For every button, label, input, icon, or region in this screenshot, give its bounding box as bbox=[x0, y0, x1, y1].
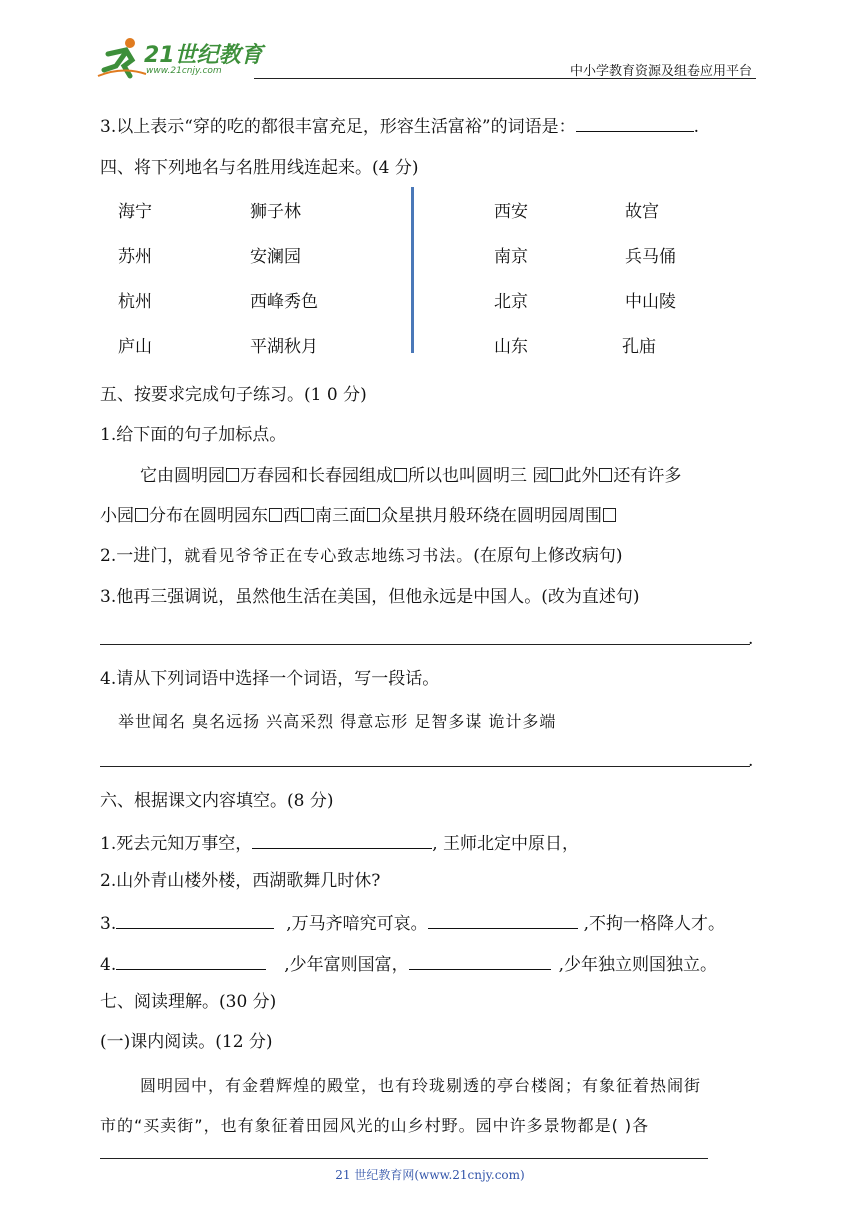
fill-blank[interactable] bbox=[428, 910, 578, 929]
punctuation-box[interactable] bbox=[394, 468, 407, 482]
runner-logo-icon bbox=[96, 36, 148, 80]
punctuation-box[interactable] bbox=[603, 508, 616, 522]
right-place[interactable]: 西安 bbox=[494, 202, 528, 222]
q1-prompt: 1.给下面的句子加标点。 bbox=[100, 425, 287, 445]
right-place[interactable]: 南京 bbox=[494, 247, 528, 267]
q1-sentence-line2: 小园 分布在圆明园东 西 南三面 众星拱月般环绕在圆明园周围 bbox=[100, 505, 617, 527]
q3-top: 3.以上表示“穿的吃的都很丰富充足，形容生活富裕”的词语是： . bbox=[100, 113, 699, 138]
q4: 4.请从下列词语中选择一个词语，写一段话。 bbox=[100, 669, 440, 689]
fill-blank[interactable] bbox=[409, 951, 551, 970]
left-sight[interactable]: 安澜园 bbox=[250, 247, 301, 267]
punctuation-box[interactable] bbox=[599, 468, 612, 482]
right-place[interactable]: 山东 bbox=[494, 337, 528, 357]
left-place[interactable]: 庐山 bbox=[118, 337, 152, 357]
section4-title: 四、将下列地名与名胜用线连起来。(4 分) bbox=[100, 158, 419, 178]
punctuation-box[interactable] bbox=[269, 508, 282, 522]
fill-blank[interactable] bbox=[252, 830, 432, 849]
left-sight[interactable]: 西峰秀色 bbox=[250, 292, 318, 312]
right-sight[interactable]: 故宫 bbox=[625, 202, 659, 222]
section6-title: 六、根据课文内容填空。(8 分) bbox=[100, 791, 334, 811]
answer-line[interactable] bbox=[100, 644, 750, 645]
right-place[interactable]: 北京 bbox=[494, 292, 528, 312]
matching-divider bbox=[411, 187, 414, 353]
fill-blank[interactable] bbox=[116, 951, 266, 970]
section7-title: 七、阅读理解。(30 分) bbox=[100, 992, 277, 1012]
right-sight[interactable]: 中山陵 bbox=[625, 292, 676, 312]
q2: 2.一进门，就看见爷爷正在专心致志地练习书法。(在原句上修改病句) bbox=[100, 546, 623, 566]
logo-text: 21世纪教育 bbox=[144, 43, 263, 68]
poem-line1: 1.死去元知万事空， , 王师北定中原日， bbox=[100, 830, 579, 855]
punctuation-box[interactable] bbox=[301, 508, 314, 522]
left-place[interactable]: 海宁 bbox=[118, 202, 152, 222]
poem-line2: 2.山外青山楼外楼，西湖歌舞几时休? bbox=[100, 871, 381, 891]
poem-line3: 3. ,万马齐喑究可哀。 ,不拘一格降人才。 bbox=[100, 910, 725, 935]
answer-line[interactable] bbox=[100, 766, 750, 767]
punctuation-box[interactable] bbox=[367, 508, 380, 522]
footer-rule bbox=[100, 1158, 708, 1159]
footer-text: 21 世纪教育网(www.21cnjy.com) bbox=[335, 1168, 525, 1182]
reading-subtitle: (一)课内阅读。(12 分) bbox=[100, 1032, 273, 1052]
right-sight[interactable]: 兵马俑 bbox=[625, 247, 676, 267]
header-rule bbox=[254, 78, 756, 79]
poem-line4: 4. ,少年富则国富， ,少年独立则国独立。 bbox=[100, 951, 717, 976]
line-end-period: . bbox=[748, 751, 754, 771]
platform-name: 中小学教育资源及组卷应用平台 bbox=[570, 64, 753, 79]
q3: 3.他再三强调说，虽然他生活在美国，但他永远是中国人。(改为直述句) bbox=[100, 587, 640, 607]
right-sight[interactable]: 孔庙 bbox=[622, 337, 656, 357]
left-place[interactable]: 杭州 bbox=[118, 292, 152, 312]
reading-paragraph-line1: 圆明园中，有金碧辉煌的殿堂，也有玲珑剔透的亭台楼阁；有象征着热闹街 bbox=[140, 1076, 702, 1095]
left-sight[interactable]: 平湖秋月 bbox=[250, 337, 318, 357]
logo bbox=[96, 36, 266, 80]
q4-word-list: 举世闻名 臭名远扬 兴高采烈 得意忘形 足智多谋 诡计多端 bbox=[118, 712, 557, 731]
punctuation-box[interactable] bbox=[550, 468, 563, 482]
reading-paragraph-line2: 市的“买卖街”，也有象征着田园风光的山乡村野。园中许多景物都是( )各 bbox=[100, 1116, 650, 1135]
left-sight[interactable]: 狮子林 bbox=[250, 202, 301, 222]
section5-title: 五、按要求完成句子练习。(1 0 分) bbox=[100, 385, 367, 405]
q1-sentence-line1: 它由圆明园 万春园和长春园组成 所以也叫圆明三 园 此外 还有许多 bbox=[140, 466, 682, 486]
answer-blank[interactable] bbox=[576, 113, 694, 132]
punctuation-box[interactable] bbox=[135, 508, 148, 522]
punctuation-box[interactable] bbox=[226, 468, 239, 482]
line-end-period: . bbox=[748, 629, 754, 649]
left-place[interactable]: 苏州 bbox=[118, 247, 152, 267]
fill-blank[interactable] bbox=[116, 910, 274, 929]
logo-url: www.21cnjy.com bbox=[146, 66, 222, 76]
